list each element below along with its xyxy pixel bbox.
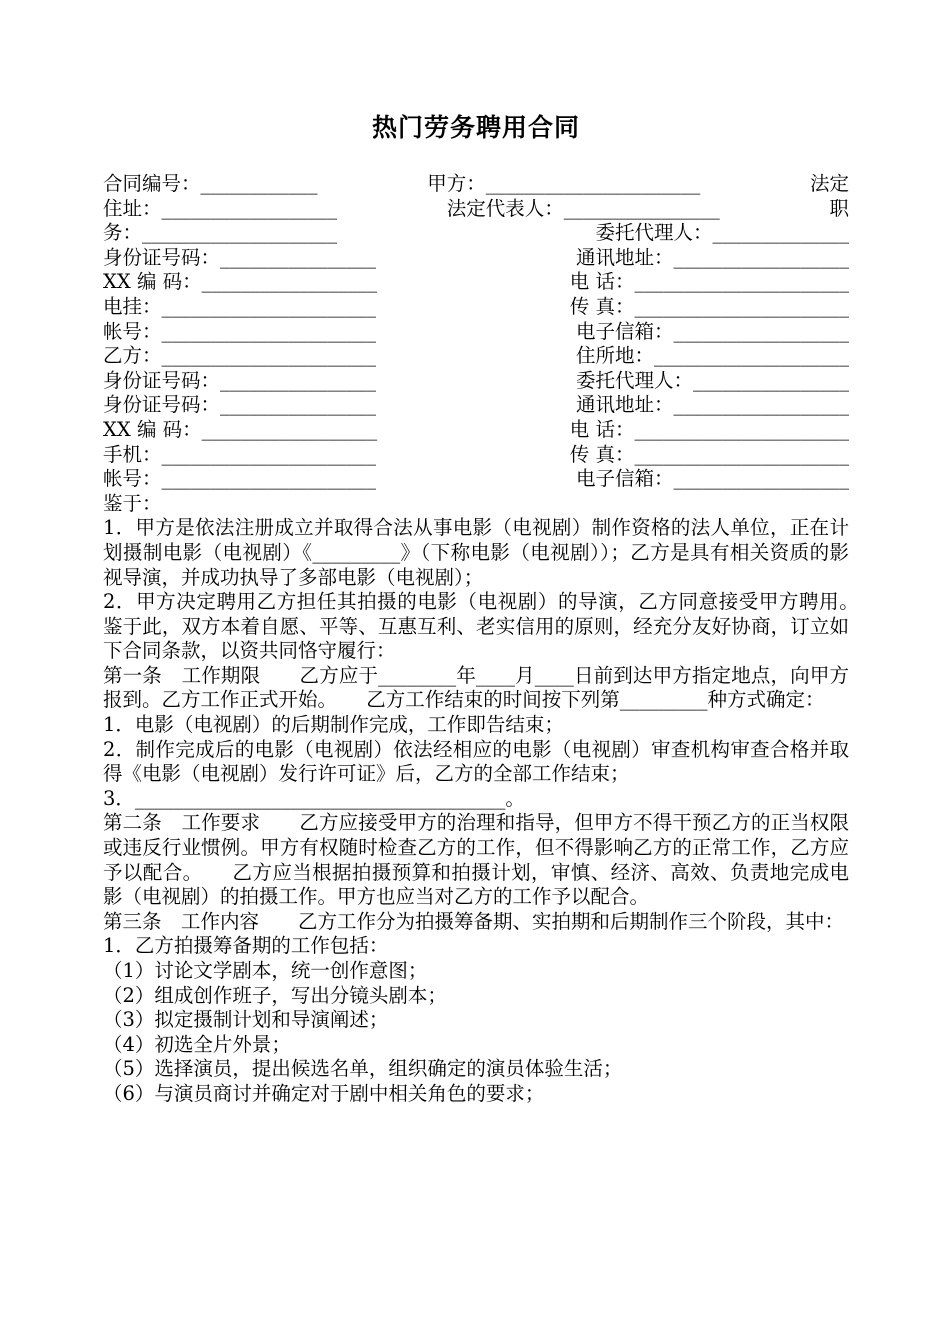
info-row bbox=[103, 393, 849, 418]
article-1-term: 第一条 工作期限 乙方应于________年____月____日前到达甲方指定地点，向甲方报到。乙方工作正式开始。 乙方工作结束的时间按下列第_________种方式确定： bbox=[103, 663, 849, 712]
prep-phase-heading: 1．乙方拍摄筹备期的工作包括： bbox=[103, 934, 389, 958]
info-row bbox=[103, 443, 849, 468]
info-row bbox=[103, 320, 849, 345]
prep-item: （1）讨论文学剧本，统一创作意图； bbox=[103, 959, 428, 982]
info-row bbox=[103, 295, 849, 320]
prep-item: （5）选择演员，提出候选名单，组织确定的演员体验生活； bbox=[103, 1057, 623, 1081]
info-field: 法定代表人：________________ bbox=[446, 196, 720, 220]
info-row bbox=[103, 221, 849, 246]
info-field: 帐号：______________________ bbox=[103, 319, 377, 343]
info-row bbox=[103, 418, 849, 443]
info-field: 通讯地址：__________________ bbox=[575, 393, 849, 417]
party-info-block bbox=[103, 172, 849, 492]
info-field: 电 话：______________________ bbox=[569, 270, 849, 294]
article-1-option-2: 2．制作完成后的电影（电视剧）依法经相应的电影（电视剧）审查机构审查合格并取得《电影（电视剧）发行许可证》后，乙方的全部工作结束； bbox=[103, 737, 849, 786]
article-2-requirements: 第二条 工作要求 乙方应接受甲方的治理和指导，但甲方不得干预乙方的正当权限或违反行业惯例。甲方有权随时检查乙方的工作，但不得影响乙方的正常工作，乙方应予以配合。 乙方应当根据拍摄预算和拍摄计划，审慎、经济、高效、负责地完成电影（电视剧）的拍摄工作。甲方也应当对乙方的工作予以配合。 bbox=[103, 811, 849, 909]
info-row bbox=[103, 369, 849, 394]
prep-item: （3）拟定摄制计划和导演阐述； bbox=[103, 1008, 389, 1032]
info-field: 身份证号码：________________ bbox=[103, 393, 377, 417]
info-field: XX 编 码：__________________ bbox=[103, 270, 378, 294]
info-field: 住址：__________________ bbox=[103, 196, 338, 220]
recital-heading: 鉴于： bbox=[103, 491, 162, 515]
prep-item: （4）初选全片外景； bbox=[103, 1032, 291, 1056]
info-field: XX 编 码：__________________ bbox=[103, 417, 378, 441]
info-field: 法定 bbox=[809, 172, 849, 195]
clauses-block bbox=[103, 491, 889, 1107]
info-field: 通讯地址：__________________ bbox=[575, 245, 849, 269]
document-title: 热门劳务聘用合同 bbox=[371, 113, 580, 142]
info-field: 务：____________________ bbox=[103, 221, 338, 245]
contract-body bbox=[103, 172, 889, 1107]
info-field: 住所地：____________________ bbox=[575, 344, 849, 368]
info-row bbox=[103, 197, 849, 222]
prep-item: （2）组成创作班子，写出分镜头剧本； bbox=[103, 983, 447, 1007]
prep-item: （6）与演员商讨并确定对于剧中相关角色的要求； bbox=[103, 1081, 545, 1105]
info-field: 职 bbox=[829, 196, 849, 220]
info-field: 合同编号：____________ bbox=[103, 172, 318, 195]
info-field: 电子信箱：__________________ bbox=[575, 467, 849, 491]
info-row bbox=[103, 344, 849, 369]
info-row bbox=[103, 172, 849, 197]
info-field: 身份证号码：________________ bbox=[103, 368, 377, 392]
info-field: 电子信箱：__________________ bbox=[575, 319, 849, 343]
info-field: 电 话：______________________ bbox=[569, 417, 849, 441]
info-field: 委托代理人：________________ bbox=[575, 368, 849, 392]
info-row bbox=[103, 467, 849, 492]
info-field: 传 真：______________________ bbox=[569, 294, 849, 318]
info-row bbox=[103, 246, 849, 271]
info-field: 电挂：______________________ bbox=[103, 294, 377, 318]
recital-1: 1．甲方是依法注册成立并取得合法从事电影（电视剧）制作资格的法人单位，正在计划摄制电影（电视剧）《_________》（下称电影（电视剧））；乙方是具有相关资质的影视导演，并成功执导了多部电影（电视剧）； bbox=[103, 516, 849, 589]
info-field: 甲方：______________________ bbox=[427, 172, 701, 195]
info-field: 乙方：______________________ bbox=[103, 344, 377, 368]
info-field: 手机：______________________ bbox=[103, 442, 377, 466]
article-3-content: 第三条 工作内容 乙方工作分为拍摄筹备期、实拍期和后期制作三个阶段，其中： bbox=[103, 909, 845, 933]
article-1-option-1: 1．电影（电视剧）的后期制作完成，工作即告结束； bbox=[103, 713, 564, 737]
info-field: 帐号：______________________ bbox=[103, 467, 377, 491]
info-field: 委托代理人：______________ bbox=[595, 221, 849, 245]
info-field: 传 真：______________________ bbox=[569, 442, 849, 466]
article-1-option-3: 3．______________________________________。 bbox=[103, 786, 525, 810]
info-field: 身份证号码：________________ bbox=[103, 245, 377, 269]
recital-2: 2．甲方决定聘用乙方担任其拍摄的电影（电视剧）的导演，乙方同意接受甲方聘用。 鉴于此，双方本着自愿、平等、互惠互利、老实信用的原则，经充分友好协商，订立如下合同条款，以资共同恪守履行： bbox=[103, 590, 889, 663]
info-row bbox=[103, 270, 849, 295]
